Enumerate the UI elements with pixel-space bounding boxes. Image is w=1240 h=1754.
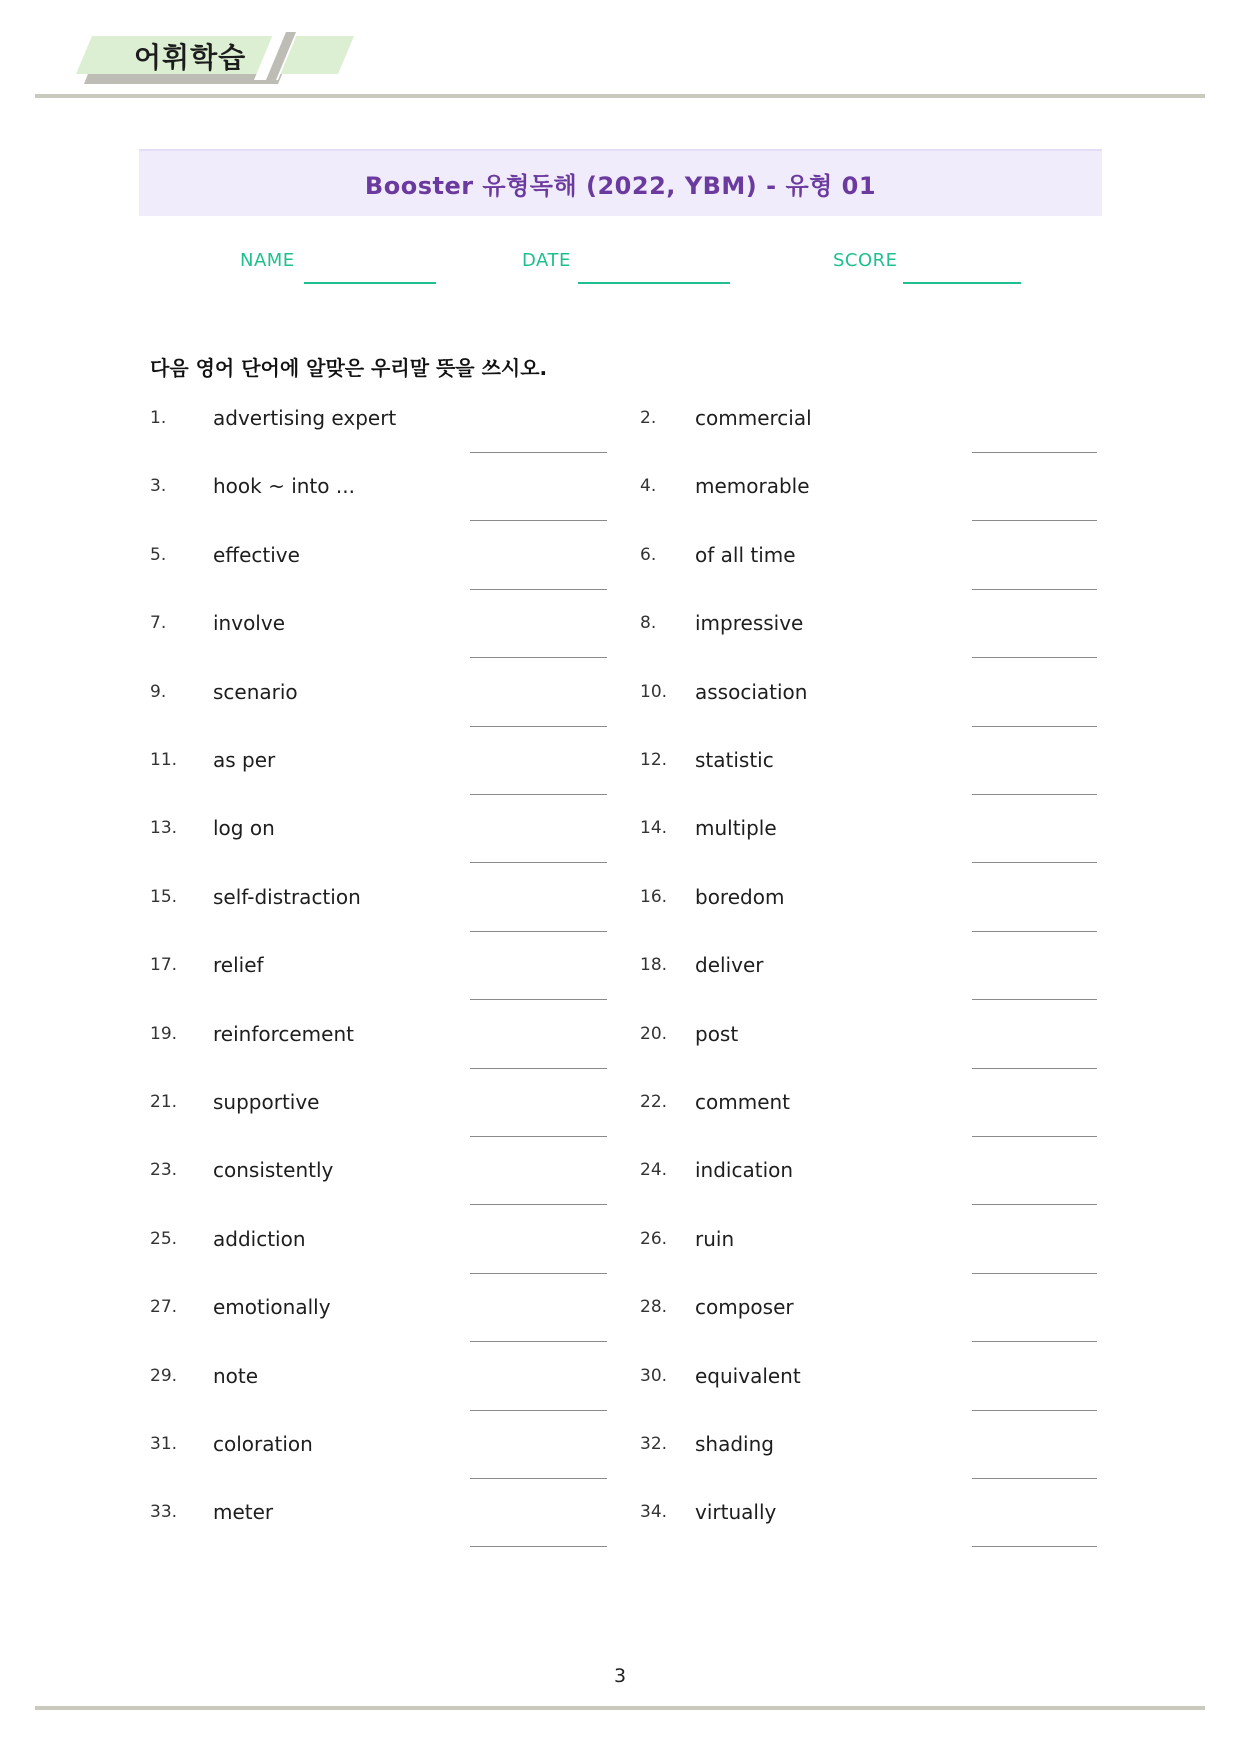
instruction-text: 다음 영어 단어에 알맞은 우리말 뜻을 쓰시오. <box>150 356 548 380</box>
answer-line[interactable] <box>972 589 1097 590</box>
vocab-word: as per <box>213 748 276 772</box>
vocab-item <box>640 1092 1097 1152</box>
vocab-item <box>150 1160 607 1220</box>
vocab-number: 17. <box>150 955 178 976</box>
vocab-item <box>150 1226 607 1289</box>
vocab-number: 23. <box>150 1160 178 1181</box>
answer-line[interactable] <box>470 999 607 1000</box>
vocab-number: 28. <box>640 1297 668 1318</box>
name-label: NAME <box>240 250 295 271</box>
vocab-word: scenario <box>213 679 298 704</box>
vocab-number: 18. <box>640 955 668 976</box>
answer-line[interactable] <box>470 589 607 590</box>
vocab-number: 15. <box>150 886 178 907</box>
vocab-number: 14. <box>640 818 668 839</box>
vocab-item <box>150 750 607 810</box>
vocab-number: 22. <box>640 1092 668 1112</box>
answer-line[interactable] <box>470 1341 607 1342</box>
answer-line[interactable] <box>470 726 607 727</box>
name-input-line[interactable] <box>304 282 436 284</box>
answer-line[interactable] <box>972 520 1097 521</box>
answer-line[interactable] <box>972 999 1097 1000</box>
section-header-badge <box>64 28 364 90</box>
vocab-item <box>640 679 1097 742</box>
vocab-word: of all time <box>695 542 796 567</box>
vocab-number: 32. <box>640 1434 668 1454</box>
vocab-number: 12. <box>640 750 668 770</box>
answer-line[interactable] <box>470 1068 607 1069</box>
vocab-item <box>150 884 607 947</box>
name-field <box>240 250 440 286</box>
answer-line[interactable] <box>972 794 1097 795</box>
vocab-word: self-distraction <box>213 884 361 909</box>
answer-line[interactable] <box>470 1273 607 1274</box>
score-label: SCORE <box>833 250 898 271</box>
vocab-item <box>640 1297 1097 1357</box>
vocab-word: equivalent <box>695 1363 801 1388</box>
section-title: 어휘학습 <box>134 41 247 74</box>
page-number: 3 <box>613 1665 627 1687</box>
vocab-number: 29. <box>150 1365 178 1386</box>
vocab-item <box>640 476 1097 536</box>
vocab-word: shading <box>695 1432 774 1456</box>
vocab-number: 2. <box>640 408 657 428</box>
vocab-item <box>640 1160 1097 1220</box>
vocab-word: impressive <box>695 611 804 636</box>
vocab-item <box>640 750 1097 810</box>
vocab-word: statistic <box>695 748 774 772</box>
vocab-word: supportive <box>213 1090 320 1114</box>
answer-line[interactable] <box>972 1273 1097 1274</box>
answer-line[interactable] <box>470 1478 607 1479</box>
vocab-number: 6. <box>640 544 657 565</box>
vocab-word: meter <box>213 1500 274 1525</box>
answer-line[interactable] <box>972 657 1097 658</box>
vocab-word: virtually <box>695 1500 777 1525</box>
vocab-word: effective <box>213 542 300 567</box>
vocab-number: 13. <box>150 818 178 839</box>
vocab-item <box>150 1502 607 1562</box>
answer-line[interactable] <box>470 794 607 795</box>
vocab-word: memorable <box>695 474 810 499</box>
vocab-word: consistently <box>213 1158 334 1183</box>
vocab-number: 20. <box>640 1023 668 1044</box>
vocab-item <box>150 408 607 468</box>
date-label: DATE <box>522 250 571 271</box>
vocab-item <box>150 1297 607 1357</box>
vocab-number: 11. <box>150 750 178 770</box>
vocab-number: 25. <box>150 1228 178 1249</box>
vocab-word: emotionally <box>213 1295 331 1320</box>
vocab-number: 30. <box>640 1365 668 1386</box>
vocab-word: comment <box>695 1090 791 1114</box>
vocab-item <box>640 955 1097 1015</box>
vocab-number: 34. <box>640 1502 668 1523</box>
vocab-item <box>640 613 1097 673</box>
vocab-word: commercial <box>695 406 812 430</box>
answer-line[interactable] <box>972 726 1097 727</box>
vocab-item <box>640 1363 1097 1426</box>
vocab-number: 16. <box>640 886 668 907</box>
vocab-number: 26. <box>640 1228 668 1249</box>
answer-line[interactable] <box>470 1204 607 1205</box>
answer-line[interactable] <box>470 1410 607 1411</box>
answer-line[interactable] <box>972 1410 1097 1411</box>
vocab-item <box>150 1092 607 1152</box>
vocab-item <box>640 1434 1097 1494</box>
vocab-word: composer <box>695 1295 794 1320</box>
vocab-number: 5. <box>150 544 167 565</box>
vocab-item <box>150 679 607 742</box>
vocab-item <box>150 955 607 1015</box>
vocab-item <box>640 542 1097 605</box>
vocab-number: 10. <box>640 681 668 702</box>
answer-line[interactable] <box>972 452 1097 453</box>
vocab-number: 1. <box>150 408 167 428</box>
answer-line[interactable] <box>972 1341 1097 1342</box>
vocab-number: 9. <box>150 681 167 702</box>
vocab-number: 27. <box>150 1297 178 1318</box>
vocab-number: 4. <box>640 476 657 497</box>
vocab-word: relief <box>213 953 264 978</box>
top-divider <box>35 94 1205 98</box>
vocab-word: multiple <box>695 816 777 841</box>
vocab-item <box>150 613 607 673</box>
vocab-item <box>150 542 607 605</box>
vocab-word: addiction <box>213 1226 306 1251</box>
vocab-word: note <box>213 1363 259 1388</box>
vocab-number: 7. <box>150 613 167 634</box>
vocab-word: involve <box>213 611 286 636</box>
answer-line[interactable] <box>470 1546 607 1547</box>
vocab-number: 33. <box>150 1502 178 1523</box>
date-field <box>522 250 732 286</box>
answer-line[interactable] <box>470 862 607 863</box>
vocab-word: log on <box>213 816 275 841</box>
answer-line[interactable] <box>972 1204 1097 1205</box>
vocab-word: deliver <box>695 953 764 978</box>
vocab-number: 3. <box>150 476 167 497</box>
answer-line[interactable] <box>470 520 607 521</box>
answer-line[interactable] <box>972 862 1097 863</box>
vocab-item <box>640 884 1097 947</box>
vocab-item <box>150 1363 607 1426</box>
vocab-word: coloration <box>213 1432 313 1456</box>
answer-line[interactable] <box>470 931 607 932</box>
score-input-line[interactable] <box>903 282 1021 284</box>
vocab-word: ruin <box>695 1226 735 1251</box>
worksheet-title: Booster 유형독해 (2022, YBM) - 유형 01 <box>364 172 877 200</box>
vocab-word: association <box>695 679 808 704</box>
bottom-divider <box>35 1706 1205 1710</box>
vocab-item <box>150 818 607 878</box>
score-field <box>833 250 1023 286</box>
vocab-item <box>640 1502 1097 1562</box>
vocab-item <box>640 1021 1097 1084</box>
vocab-item <box>640 1226 1097 1289</box>
vocab-number: 8. <box>640 613 657 634</box>
date-input-line[interactable] <box>578 282 730 284</box>
vocab-word: indication <box>695 1158 794 1183</box>
vocab-word: reinforcement <box>213 1021 354 1046</box>
answer-line[interactable] <box>972 1478 1097 1479</box>
vocab-number: 19. <box>150 1023 178 1044</box>
answer-line[interactable] <box>972 1546 1097 1547</box>
answer-line[interactable] <box>470 657 607 658</box>
vocab-number: 21. <box>150 1092 178 1112</box>
answer-line[interactable] <box>972 1068 1097 1069</box>
vocab-item <box>150 1021 607 1084</box>
vocab-word: boredom <box>695 884 785 909</box>
vocab-word: advertising expert <box>213 406 397 430</box>
vocab-number: 24. <box>640 1160 668 1181</box>
vocab-item <box>640 408 1097 468</box>
answer-line[interactable] <box>972 931 1097 932</box>
vocab-item <box>150 476 607 536</box>
answer-line[interactable] <box>972 1136 1097 1137</box>
worksheet-title-banner <box>139 149 1102 216</box>
vocab-word: hook ~ into ... <box>213 474 355 499</box>
answer-line[interactable] <box>470 1136 607 1137</box>
vocab-item <box>150 1434 607 1494</box>
vocab-word: post <box>695 1021 739 1046</box>
answer-line[interactable] <box>470 452 607 453</box>
vocab-item <box>640 818 1097 878</box>
vocab-number: 31. <box>150 1434 178 1454</box>
